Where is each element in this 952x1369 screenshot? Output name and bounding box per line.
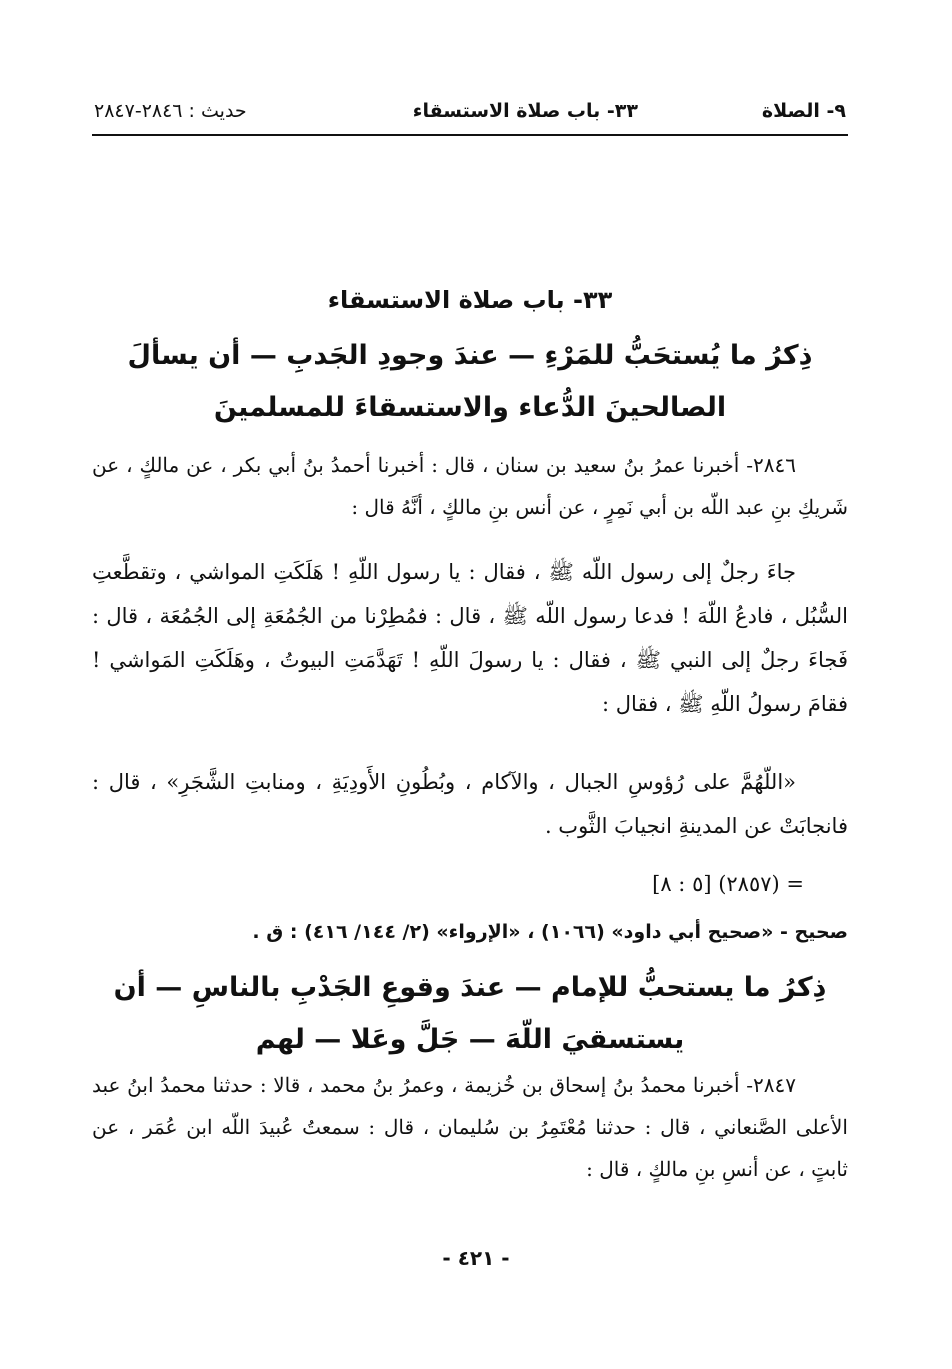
hadith-2846-dua: «اللّهُمَّ على رُؤوسِ الجبال ، والآكام ، وبُطُونِ الأَودِيَةِ ، ومنابتِ الشَّجَرِ» ، قال : فانجابَتْ عن المدينةِ انجيابَ الثَّوب . bbox=[92, 770, 848, 838]
section-heading-1-line-2: الصالحينَ الدُّعاء والاستسقاءَ للمسلمينَ bbox=[213, 392, 727, 423]
section-heading-1-line-1: ذِكرُ ما يُستحَبُّ للمَرْءِ — عندَ وجودِ الجَدبِ — أن يسألَ bbox=[127, 340, 813, 371]
running-header bbox=[92, 96, 848, 132]
section-heading-2-line-1: ذِكرُ ما يستحبُّ للإمام — عندَ وقوعِ الجَدْبِ بالناسِ — أن bbox=[113, 972, 827, 1003]
section-heading-2-line-2: يستسقيَ اللّهَ — جَلَّ وعَلا — لهم bbox=[255, 1024, 685, 1055]
reference-text: = (٢٨٥٧) [٥ : ٨] bbox=[652, 872, 804, 896]
hadith-2846-reference bbox=[92, 864, 848, 904]
hadith-2846-matn: جاءَ رجلٌ إلى رسول اللّه ﷺ ، فقال : يا رسول اللّهِ ! هَلَكَتِ المواشي ، وتقطَّعتِ السُّبُل ، فادعُ اللّهَ ! فدعا رسول اللّه ﷺ ، قال : فمُطِرْنا من الجُمُعَةِ إلى الجُمُعَة ، قال : فَجاءَ رجلٌ إلى النبي ﷺ ، فقال : يا رسولَ اللّهِ ! تَهَدَّمَتِ البيوتُ ، وهَلَكَتِ المَواشي ! فقامَ رسولُ اللّهِ ﷺ ، فقال : bbox=[92, 560, 848, 716]
bab-title: ٣٣- باب صلاة الاستسقاء bbox=[327, 286, 613, 314]
section-heading-2 bbox=[92, 962, 848, 1066]
header-hadith-range: حديث : ٢٨٤٦-٢٨٤٧ bbox=[94, 100, 247, 122]
section-heading-1 bbox=[92, 330, 848, 434]
header-rule bbox=[92, 134, 848, 136]
page-number: - ٤٢١ - bbox=[442, 1246, 510, 1270]
hadith-2846-grading: صحيح - «صحيح أبي داود» (١٠٦٦) ، «الإرواء» (٢/ ١٤٤/ ٤١٦) : ق . bbox=[252, 921, 848, 943]
header-chapter: ٩- الصلاة bbox=[761, 100, 846, 122]
hadith-2846-isnad: ٢٨٤٦- أخبرنا عمرُ بنُ سعيد بن سنان ، قال : أخبرنا أحمدُ بنُ أبي بكر ، عن مالكٍ ، عن شَريكِ بنِ عبد اللّه بن أبي نَمِرٍ ، عن أنس بنِ مالكٍ ، أنَّهُ قال : bbox=[92, 453, 848, 519]
header-bab: ٣٣- باب صلاة الاستسقاء bbox=[412, 100, 638, 122]
hadith-2847-isnad: ٢٨٤٧- أخبرنا محمدُ بنُ إسحاق بن خُزيمة ، وعمرُ بنُ محمد ، قالا : حدثنا محمدُ ابنُ عبد الأعلى الصَّنعاني ، قال : حدثنا مُعْتَمِرُ بن سُليمان ، قال : سمعتُ عُبيدَ اللّه ابن عُمَر ، عن ثابتٍ ، عن أنسِ بنِ مالكٍ ، قال : bbox=[92, 1073, 848, 1181]
